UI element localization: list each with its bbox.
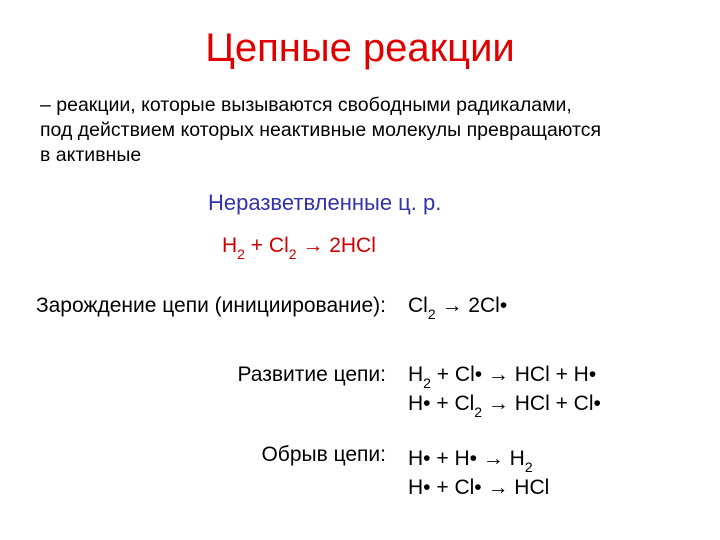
equation-initiation-1: $Cl_2$ → 2Cl• <box>408 294 508 322</box>
subscript: 2 <box>474 404 483 420</box>
definition-line: в активные <box>40 144 142 166</box>
subscript: 2 <box>237 246 245 262</box>
equation-termination-1: H• + H• → $H_2$ <box>408 447 533 475</box>
definition-line: – реакции, которые вызываются свободными радикалами, <box>40 94 572 116</box>
stage-label-propagation: Развитие цепи: <box>237 363 386 386</box>
section-subtitle: Неразветвленные ц. р. <box>208 190 442 215</box>
overall-reaction: $H_2 + Cl_2 \to 2HCl$ <box>222 234 376 262</box>
subscript: 2 <box>427 306 436 322</box>
subscript: 2 <box>524 459 533 475</box>
equation-termination-2: H• + Cl• → HCl <box>408 476 550 499</box>
equation-propagation-1: $H_2$ + Cl• → HCl + H• <box>408 363 597 391</box>
slide-title: Цепные реакции <box>205 26 515 70</box>
subscript: 2 <box>423 375 431 391</box>
stage-label-termination: Обрыв цепи: <box>261 443 386 466</box>
subscript: 2 <box>288 246 297 262</box>
definition-line: под действием которых неактивные молекулы превращаются <box>40 119 602 141</box>
definition-text <box>40 93 601 168</box>
equation-propagation-2: H• + $Cl_2$ → HCl + Cl• <box>408 392 601 420</box>
stage-label-initiation: Зарождение цепи (инициирование): <box>35 294 386 317</box>
